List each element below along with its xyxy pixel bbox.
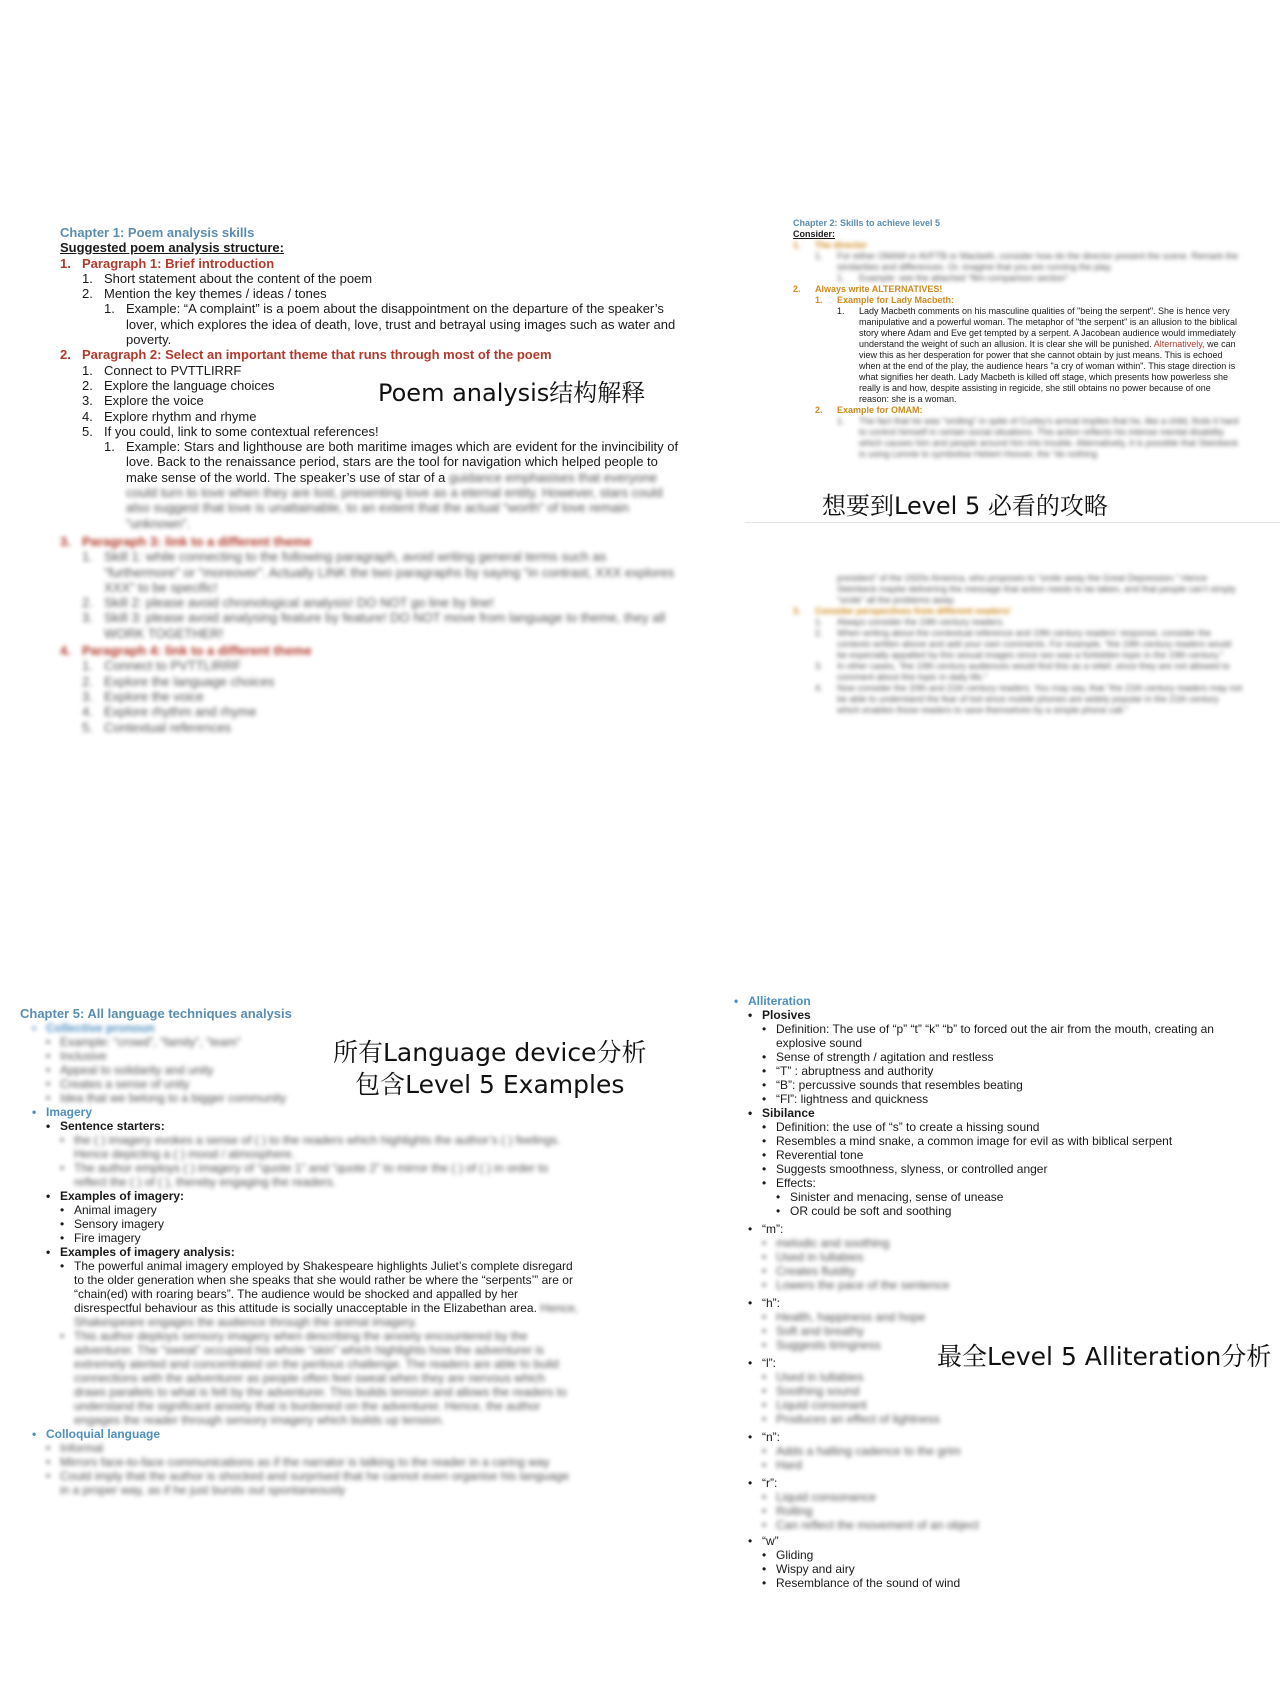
caption-alliteration: 最全Level 5 Alliteration分析 xyxy=(937,1342,1272,1371)
imagery-heading: • Imagery xyxy=(32,1105,93,1119)
list-item: 2. When writing about the contextual reference and 19th century readers’ response, consider the contexts written above and add your own comments. For example, “the 19th century readers would be especially appalled by this sexual images since sex was a forbidden topic in the 19th century.” xyxy=(815,628,1232,660)
list-item: • Sensory imagery xyxy=(60,1217,165,1231)
lady-macbeth-heading: 1. Example for Lady Macbeth: xyxy=(815,295,955,305)
analysis-heading: • Examples of imagery analysis: xyxy=(46,1245,235,1259)
sentence-starters-heading: • Sentence starters: xyxy=(46,1119,165,1133)
list-item: 1. Always consider the 19th century readers. xyxy=(815,617,1005,627)
list-item: 2. Explore the language choices xyxy=(82,673,275,689)
letter-n-label: • “n”: xyxy=(748,1430,780,1444)
list-item: • Animal imagery xyxy=(60,1203,157,1217)
example-text-blurred: guidance emphasises that everyone could turn to love when they are lost, presenting love as a eternal entity. However, stars could also suggest that love is unattainable, to an extent that the actual “worth” of love remain “unknown”. xyxy=(126,469,663,531)
list-item: • Could imply that the author is shocked and surprised that he cannot even organise his language in a proper way, as if he just bursts out spontaneously xyxy=(46,1469,569,1497)
list-item: 1. Connect to PVTTLIRRF xyxy=(82,362,242,378)
omam-heading: 2. Example for OMAM: xyxy=(815,405,923,415)
letter-m-label: • “m”: xyxy=(748,1222,784,1236)
list-item: 2. Explore the language choices xyxy=(82,377,275,393)
list-item: 5. If you could, link to some contextual references! xyxy=(82,423,379,439)
chapter2-continued: president” of the 1920s America, who proposes to “smile away the Great Depression.” Hence Steinbeck maybe delivering the message that action needs to be taken, and that people can’t simply “smile” all the problems away. 3. Consider perspectives from different readers! 1. Always consider the 19th century readers. 2. When writing about the contextual reference and 19th century readers’ response, consider the contexts written above and add your own comments. For example, “the 19th century readers would be especially appalled by this sexual images since sex was a forbidden topic in the 19th century.” 3. In other cases, “the 19th century audiences would find this as a relief, since they are not allowed to comment about this topic in daily life.” 4. Now consider the 20th and 21th century readers. You may say, that “the 21th century readers may not be able to understand the fear of tod since mobile phones are widely popular in the 21th century which enables those readers to save themselves by a simple phone call.” xyxy=(793,573,1243,715)
list-item: 1. The fact that he was “smiling” in spite of Curley’s arrival implies that he, like a child, finds it hard to control himself in certain social situations. This action reflects his intense mental disability which causes him and people around him into trouble. Alternatively, it is possible that Steinbeck is using Lennie to symbolise Hebert Hoover, the “do nothing xyxy=(837,416,1239,459)
chapter2-panel xyxy=(793,218,1243,460)
plosives-heading: • Plosives xyxy=(748,1008,811,1022)
list-item: • Wispy and airy xyxy=(762,1562,855,1576)
letter-w-label: • “w” xyxy=(748,1534,779,1548)
sibilance-heading: • Sibilance xyxy=(748,1106,815,1120)
consider-label: Consider: xyxy=(793,229,836,239)
chapter1-subtitle: Suggested poem analysis structure: xyxy=(60,240,284,256)
list-item: 2. Skill 2: please avoid chronological analysis! DO NOT go line by line! xyxy=(82,595,494,611)
list-item: • the ( ) imagery evokes a sense of ( ) to the readers which highlights the author’s ( ) feelings. Hence depicting a ( ) mood / atmosphere. xyxy=(60,1133,561,1161)
list-item: 1. Example: Stars and lighthouse are both maritime images which are evident for the invincibility of love. Back to the renaissance period, stars are the tool for navigation which helped people to make sense of the world. The speaker’s use of star of a guidance emphasises that everyone could turn to love when they are lost, presenting love as a eternal entity. However, stars could also suggest that love is unattainable, to an extent that the actual “worth” of love remain “unknown”. xyxy=(104,439,679,531)
example-text: Example: Stars and lighthouse are both maritime images which are evident for the invincibility of love. Back to the renaissance period, stars are the tool for navigation which helped people to make sense of the world. The speaker’s use of star of a xyxy=(126,439,679,485)
list-item: • Mirrors face-to-face communications as if the narrator is talking to the reader in a caring way xyxy=(46,1455,550,1469)
paragraph1-heading: 1. Paragraph 1: Brief introduction xyxy=(60,255,275,271)
alliteration-panel: • Alliteration • Plosives • Definition: The use of “p” “t” “k” “b” to forced out the air from the mouth, creating an explosive sound • Sense of strength / agitation and restless • “T” : abruptness and authority • “B”: percussive sounds that resembles beating • “Fl”: lightness and quickness • Sibilance • Definition: the use of “s” to create a hissing sound • Resembles a mind snake, a common image for evil as with biblical serpent • Reverential tone • Suggests smoothness, slyness, or controlled anger • Effects: • Sinister and menacing, sense of unease • OR could be soft and soothing • “m”: • melodic and soothing • Used in lullabies • Creates fluidity • Lowers the pace of the sentence • “h”: • Health, happiness and hope • Soft and breathy • Suggests tiringness • “l”: • Used in lullabies • Soothing sound • Liquid consonant • Produces an effect of lightness • “n”: • Adds a halting cadence to the grim • Hard • “r”: • Liquid consonance • Rolling • Can reflect the movement of an object • “w” • Gliding • Wispy and airy • Resemblance of the sound of wind xyxy=(722,994,1262,1590)
list-item: • “T” : abruptness and authority xyxy=(762,1064,934,1078)
list-item: • Resemblance of the sound of wind xyxy=(762,1576,961,1590)
director-section: 1. The director 1. For either OMAM or AVFTB or Macbeth, consider how do the director present the scene. Remark the similarities and differences. Or, imagine that you are running the play. 1. Example: see the attached “film comparison section” xyxy=(793,240,1239,283)
chapter5-title: Chapter 5: All language techniques analysis xyxy=(20,1006,292,1021)
list-item: • “Fl”: lightness and quickness xyxy=(762,1092,929,1106)
chapter1-panel xyxy=(60,225,680,735)
letter-l-label: • “l”: xyxy=(748,1356,776,1370)
list-item: • Definition: The use of “p” “t” “k” “b” to forced out the air from the mouth, creating an explosive sound xyxy=(762,1022,1214,1050)
examples-heading: • Examples of imagery: xyxy=(46,1189,185,1203)
list-item: • The author employs ( ) imagery of “quote 1” and “quote 2” to mirror the ( ) of ( ) in order to reflect the ( ) of ( ), thereby engaging the readers. xyxy=(60,1161,549,1189)
alliteration-heading: • Alliteration xyxy=(734,994,811,1008)
list-item: 3. Skill 3: please avoid analysing feature by feature! DO NOT move from language to theme, they all WORK TOGETHER! xyxy=(82,610,666,641)
list-item: 4. Explore rhythm and rhyme xyxy=(82,704,257,720)
list-item: 5. Contextual references xyxy=(82,719,232,735)
list-item: • Definition: the use of “s” to create a hissing sound xyxy=(762,1120,1040,1134)
paragraph2-heading: 2. Paragraph 2: Select an important theme that runs through most of the poem xyxy=(60,347,552,363)
list-item: • “B”: percussive sounds that resembles beating xyxy=(762,1078,1023,1092)
alternatives-heading: 2. Always write ALTERNATIVES! xyxy=(793,284,943,294)
list-item: • Resembles a mind snake, a common image for evil as with biblical serpent xyxy=(762,1134,1173,1148)
list-item: 3. Explore the voice xyxy=(82,688,204,704)
list-item: 4. Now consider the 20th and 21th century readers. You may say, that “the 21th century readers may not be able to understand the fear of tod since mobile phones are widely popular in the 21th century which enables those readers to save themselves by a simple phone call.” xyxy=(815,683,1243,715)
list-item: • Sense of strength / agitation and restless xyxy=(762,1050,994,1064)
list-item: • Informal xyxy=(46,1441,104,1455)
letter-h-label: • “h”: xyxy=(748,1296,780,1310)
list-item: • OR could be soft and soothing xyxy=(776,1204,952,1218)
paragraph4-heading: 4. Paragraph 4: link to a different theme xyxy=(60,643,312,659)
list-item: 3. In other cases, “the 19th century audiences would find this as a relief, since they are not allowed to comment about this topic in daily life.” xyxy=(815,661,1230,682)
collective-pronoun-section: • Collective pronoun • Example: “crowd”, “family”, “team” • Inclusive • Appeal to solidarity and unity • Creates a sense of unity • Idea that we belong to a bigger community xyxy=(32,1021,287,1105)
letter-r-label: • “r”: xyxy=(748,1476,778,1490)
caption-level5-guide: 想要到Level 5 必看的攻略 xyxy=(822,492,1108,520)
list-item: 2. Mention the key themes / ideas / tones xyxy=(82,286,327,302)
list-item: 1. Skill 1: while connecting to the following paragraph, avoid writing general terms such as “furthermore” or “moreover”. Actually LINK the two paragraphs by saying “in contrast, XXX explores XXX” to be specific! xyxy=(82,549,675,595)
list-item: • The powerful animal imagery employed by Shakespeare highlights Juliet’s complete disregard to the older generation when she speaks that she would rather be where the “serpents’” are or “chain(ed) with roaring bears”. The audience would be shocked and appalled by her disrespectful behaviour as this attitude is socially unacceptable in the Elizabethan area. Hence, Shakespeare engages the audience through the animal imagery. xyxy=(60,1259,579,1329)
list-item: 1. Connect to PVTTLIRRF xyxy=(82,658,242,674)
paragraph3-heading: 3. Paragraph 3: link to a different theme xyxy=(60,533,312,549)
list-item: 1. Example: “A complaint” is a poem about the disappointment on the departure of the speaker’s lover, which explores the idea of death, love, trust and betrayal using images such as water and poverty. xyxy=(104,301,676,348)
caption-poem-structure: Poem analysis结构解释 xyxy=(378,379,646,407)
list-item: • Fire imagery xyxy=(60,1231,141,1245)
colloquial-heading: • Colloquial language xyxy=(32,1427,161,1441)
list-item: 3. Explore the voice xyxy=(82,393,204,409)
caption-language-devices: 所有Language device分析 包含Level 5 Examples xyxy=(333,1038,647,1099)
chapter1-title: Chapter 1: Poem analysis skills xyxy=(60,225,255,240)
list-item: 1. Short statement about the content of the poem xyxy=(82,270,373,286)
list-item: • Gliding xyxy=(762,1548,814,1562)
list-item: • Effects: xyxy=(762,1176,816,1190)
list-item: 4. Explore rhythm and rhyme xyxy=(82,408,257,424)
chapter2-title: Chapter 2: Skills to achieve level 5 xyxy=(793,218,941,228)
list-item: • Reverential tone xyxy=(762,1148,864,1162)
list-item: 1. Lady Macbeth comments on his masculine qualities of "being the serpent". She is hence very manipulative and a powerful woman. The metaphor of "the serpent" is an allusion to the biblical story where Adam and Eve get tempted by a serpent. A Jacobean audience would immediately understand the weight of such an allusion. It is clear she will be punished. Alternatively, we can view this as her desperation for power that she cannot obtain by just means. This is echoed when at the end of the play, the audience hears "a cry of woman within". This stage direction is what signifies her death. Lady Macbeth is killed off stage, which presents how powerless she really is and how, despite assisting in regicide, she still obtains no power because of one reason: she is a woman. xyxy=(837,306,1237,404)
list-item: • Sinister and menacing, sense of unease xyxy=(776,1190,1004,1204)
list-item: • This author deploys sensory imagery when describing the anxiety encountered by the adventurer. The “sweat” occupied his whole “skin” which highlights how the adventurer is extremely alerted and concentrated on the perilous challenge. The readers are able to build connections with the adventurer as people often feel sweat when they are nervous which draws parallels to what is felt by the adventurer. This builds tension and allows the readers to understand the significant anxiety that is burdened on the adventurer. Hence, the author engages the reader through sensory imagery which builds up tension. xyxy=(60,1329,567,1427)
list-item: • Suggests smoothness, slyness, or controlled anger xyxy=(762,1162,1048,1176)
divider xyxy=(745,522,1280,523)
blurred-section xyxy=(60,534,680,735)
